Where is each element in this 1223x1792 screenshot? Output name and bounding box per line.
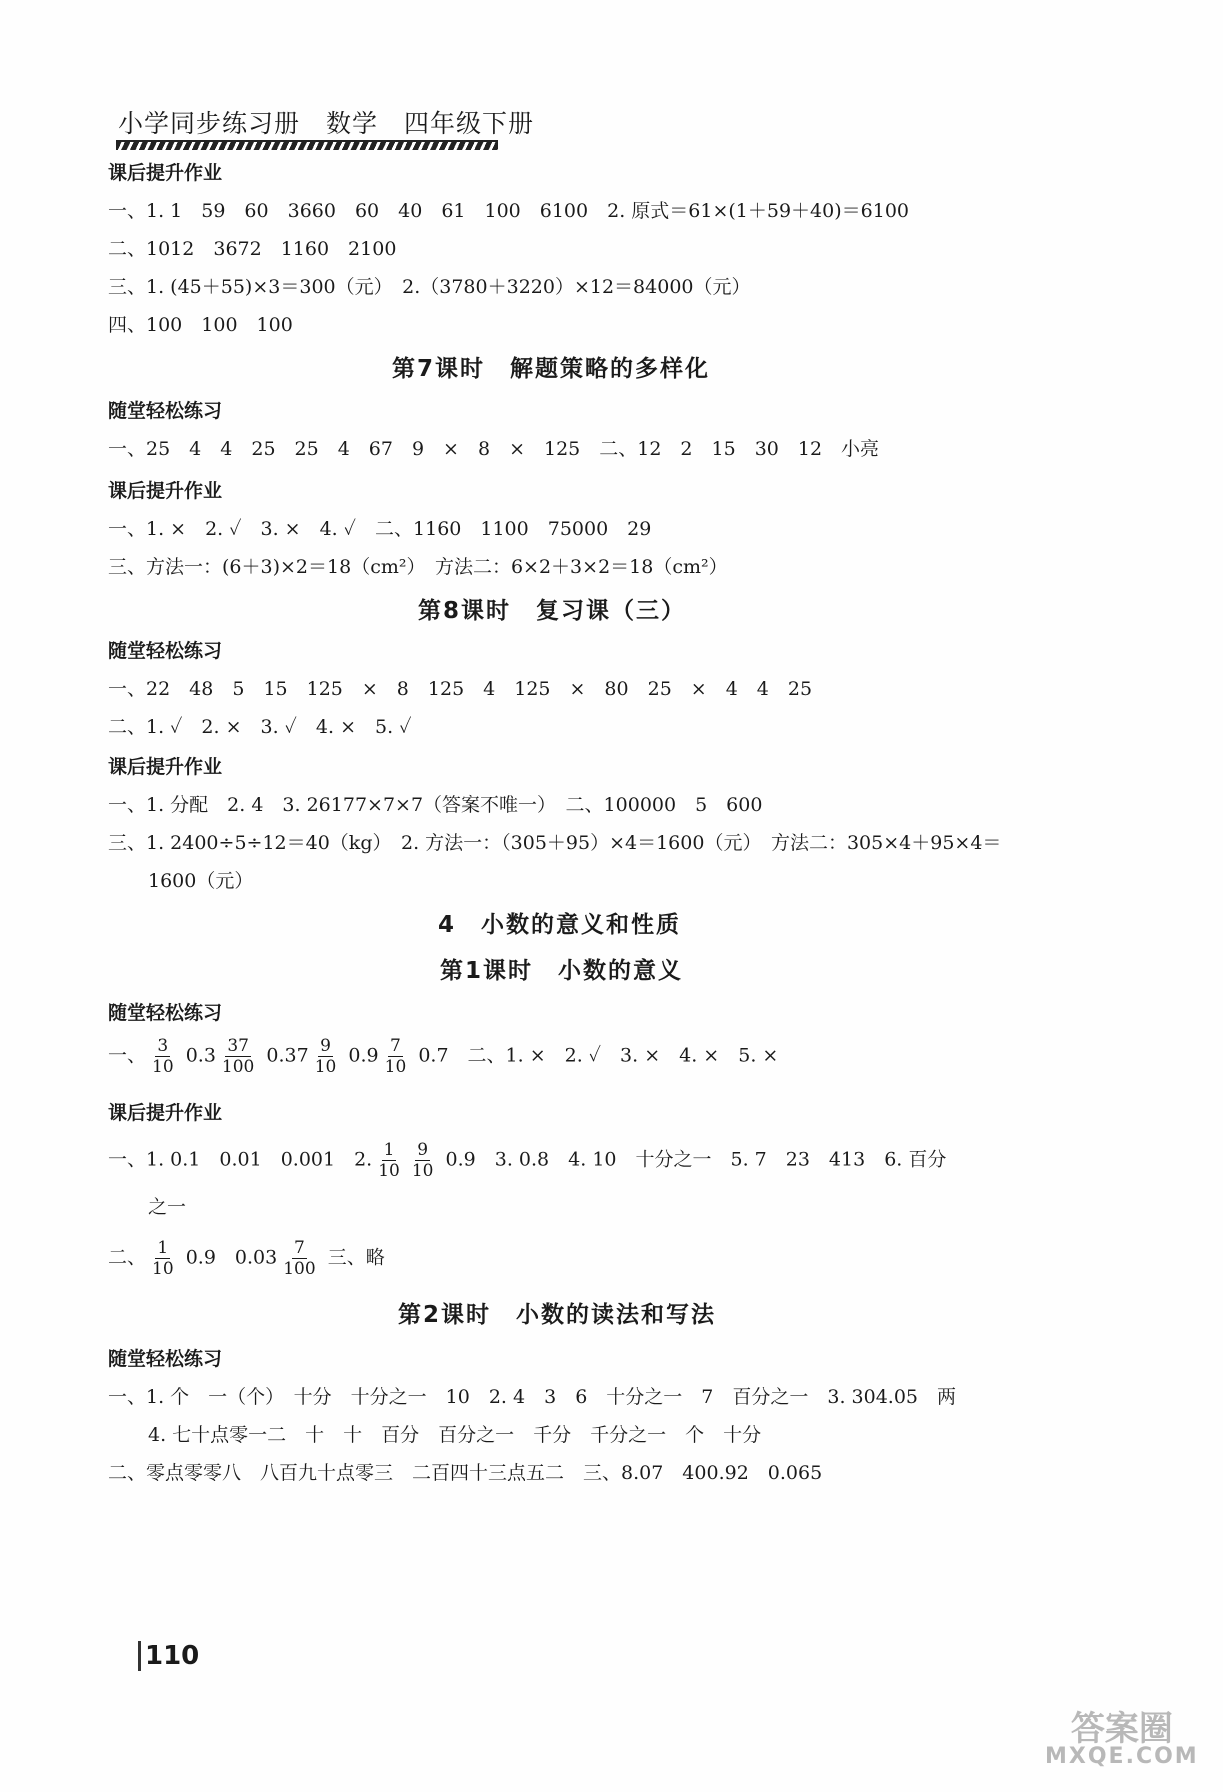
numerator: 3 — [157, 1036, 169, 1056]
numerator: 9 — [320, 1036, 331, 1056]
answer-line — [108, 1238, 385, 1279]
fraction — [412, 1140, 434, 1181]
answer-line: 三、方法一：(6＋3)×2＝18（cm²） 方法二：6×2＋3×2＝18（cm²） — [108, 556, 728, 578]
answer-line: 一、25 4 4 25 25 4 67 9 × 8 × 125 二、12 2 15 30 12 小亮 — [108, 438, 880, 460]
denominator: 10 — [411, 1161, 434, 1181]
answer-line: 之一 — [148, 1196, 187, 1218]
answer-text: 0.9 0.03 — [185, 1246, 278, 1269]
fraction — [315, 1036, 337, 1077]
answer-line: 一、1. 1 59 60 3660 60 40 61 100 6100 2. 原式＝61×(1＋59＋40)＝6100 — [108, 200, 909, 222]
section-label: 随堂轻松练习 — [108, 1348, 223, 1370]
numerator: 1 — [383, 1140, 395, 1160]
line-lead: 一、 — [108, 1044, 147, 1067]
answer-text: 0.37 — [266, 1044, 309, 1067]
numerator: 37 — [227, 1036, 249, 1056]
answer-line: 三、1. 2400÷5÷12＝40（kg） 2. 方法一：（305＋95）×4＝1600（元） 方法二：305×4＋95×4＝ — [108, 832, 1002, 854]
page-number: 110 — [138, 1641, 199, 1671]
answer-line: 二、零点零零八 八百九十点零三 二百四十三点五二 三、8.07 400.92 0.065 — [108, 1462, 823, 1484]
watermark-url: MXQE.COM — [1045, 1744, 1199, 1769]
lesson-heading: 第8课时 复习课（三） — [418, 598, 687, 624]
line-lead: 一、1. 0.1 0.01 0.001 2. — [108, 1148, 373, 1171]
section-label: 课后提升作业 — [108, 756, 223, 778]
lesson-heading: 第2课时 小数的读法和写法 — [398, 1302, 717, 1328]
answer-line: 一、22 48 5 15 125 × 8 125 4 125 × 80 25 × 4 4 25 — [108, 678, 813, 700]
denominator: 10 — [314, 1057, 337, 1077]
denominator: 10 — [152, 1259, 174, 1279]
numerator: 7 — [294, 1238, 305, 1258]
answer-line: 二、1012 3672 1160 2100 — [108, 238, 397, 260]
numerator: 1 — [157, 1238, 169, 1258]
header-rule — [116, 140, 498, 150]
line-lead: 二、 — [108, 1246, 147, 1269]
fraction — [385, 1036, 407, 1077]
answer-text: 0.9 3. 0.8 4. 10 十分之一 5. 7 23 413 6. 百分 — [445, 1148, 947, 1171]
answer-line: 一、1. 分配 2. 4 3. 26177×7×7（答案不唯一） 二、100000 5 600 — [108, 794, 763, 816]
answer-line: 4. 七十点零一二 十 十 百分 百分之一 千分 千分之一 个 十分 — [148, 1424, 762, 1446]
answer-text: 三、略 — [327, 1246, 385, 1269]
denominator: 10 — [378, 1161, 400, 1181]
answer-line — [108, 1140, 946, 1181]
answer-line: 一、1. × 2. ✓ 3. × 4. ✓ 二、1160 1100 75000 29 — [108, 518, 652, 540]
answer-text: 0.7 二、1. × 2. ✓ 3. × 4. × 5. × — [418, 1044, 779, 1067]
lesson-heading: 第7课时 解题策略的多样化 — [392, 356, 711, 382]
denominator: 10 — [384, 1057, 407, 1077]
section-label: 课后提升作业 — [108, 162, 223, 184]
watermark-text: 答案圈 — [1070, 1709, 1173, 1749]
answer-line: 三、1. (45＋55)×3＝300（元） 2.（3780＋3220）×12＝84000（元） — [108, 276, 751, 298]
answer-line: 二、1. ✓ 2. × 3. ✓ 4. × 5. ✓ — [108, 716, 412, 738]
numerator: 7 — [390, 1036, 401, 1056]
fraction — [152, 1238, 174, 1279]
answer-text: 0.3 — [185, 1044, 216, 1067]
watermark — [1045, 1709, 1199, 1769]
fraction — [378, 1140, 400, 1181]
fraction — [283, 1238, 315, 1279]
book-title: 小学同步练习册 数学 四年级下册 — [118, 109, 535, 138]
denominator: 100 — [221, 1057, 255, 1077]
chapter-heading: 4 小数的意义和性质 — [438, 912, 682, 938]
section-label: 课后提升作业 — [108, 1102, 223, 1124]
denominator: 10 — [152, 1057, 174, 1077]
section-label: 课后提升作业 — [108, 480, 223, 502]
section-label: 随堂轻松练习 — [108, 1002, 223, 1024]
answer-text: 0.9 — [348, 1044, 379, 1067]
fraction — [222, 1036, 254, 1077]
numerator: 9 — [417, 1140, 429, 1160]
answer-line: 1600（元） — [148, 870, 254, 892]
denominator: 100 — [283, 1259, 316, 1279]
answer-line: 四、100 100 100 — [108, 314, 293, 336]
answer-line — [108, 1036, 778, 1077]
answer-line: 一、1. 个 一（个） 十分 十分之一 10 2. 4 3 6 十分之一 7 百分之一 3. 304.05 两 — [108, 1386, 957, 1408]
section-label: 随堂轻松练习 — [108, 640, 223, 662]
section-label: 随堂轻松练习 — [108, 400, 223, 422]
lesson-heading: 第1课时 小数的意义 — [440, 958, 684, 984]
fraction — [152, 1036, 174, 1077]
